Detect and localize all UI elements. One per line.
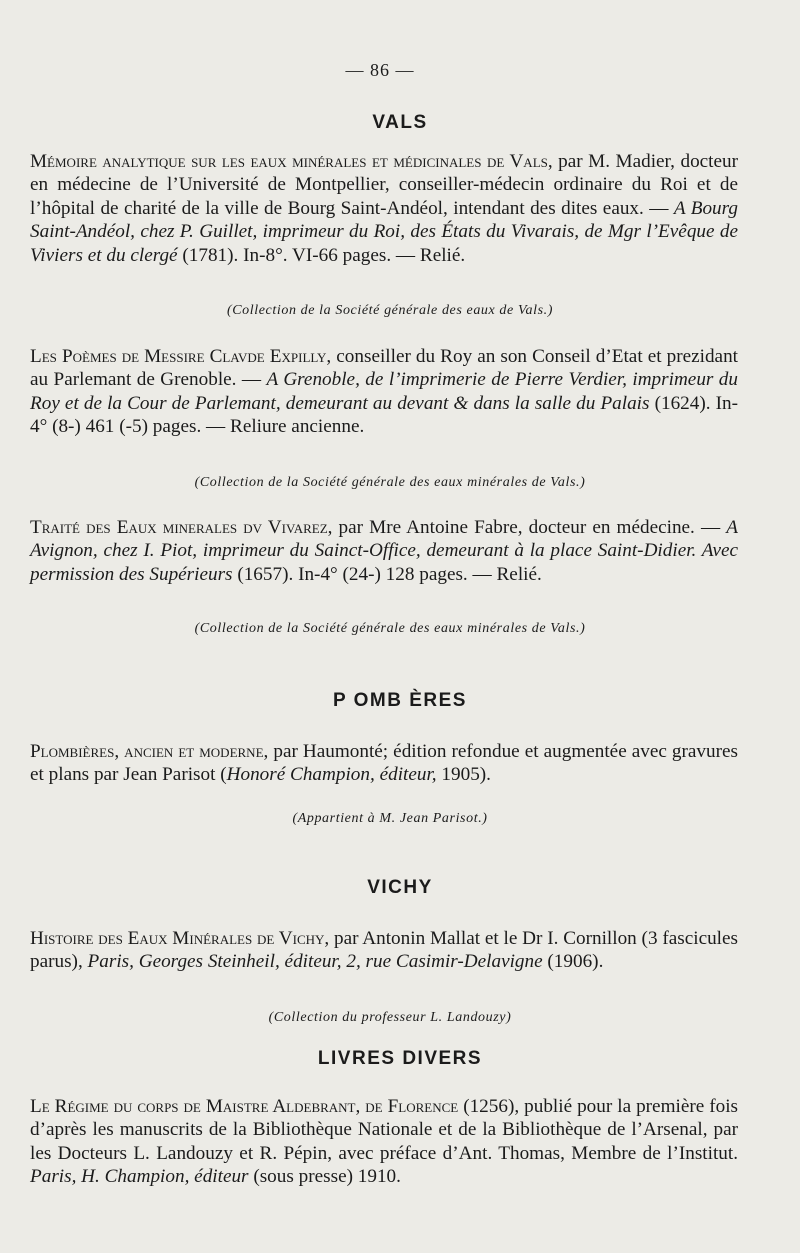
collection-note: (Collection de la Société générale des eaux minérales de Vals.) bbox=[194, 621, 586, 636]
collection-note: (Collection du professeur L. Landouzy) bbox=[268, 1010, 512, 1025]
entry-title: Histoire des Eaux Minérales de Vichy, bbox=[30, 928, 330, 949]
entry-imprint: A Grenoble, de l’imprimerie de Pierre Verdier, imprimeur du Roy et de la Cour de Parlemant, demeurant au devant & dans la salle du Palais bbox=[30, 369, 738, 414]
entry-title: Mémoire analytique sur les eaux minérales et médicinales de Vals, bbox=[30, 151, 553, 172]
entry-details: 1905). bbox=[436, 764, 491, 786]
entry-title: Plombières, ancien et moderne, bbox=[30, 741, 269, 762]
entry-imprint: Paris, Georges Steinheil, éditeur, 2, rue Casimir-Delavigne bbox=[87, 951, 543, 973]
entry-text: (1256), publié pour la première fois d’après les manuscrits de la Bibliothèque Nationale et de la Bibliothèque de l’Arsenal, par les Docteurs L. Landouzy et R. Pépin, avec préface d’Ant. Thomas, Membre de l’Institut. bbox=[30, 1096, 739, 1164]
entry-details: (1624). In-4° (8-) 461 (-5) pages. — Reliure ancienne. bbox=[30, 392, 739, 438]
entry-details: (1781). In-8°. VI-66 pages. — Relié. bbox=[177, 244, 466, 266]
entry-text: par Antonin Mallat et le Dr I. Cornillon (3 fascicules parus), bbox=[30, 928, 738, 973]
entry-title: Le Régime du corps de Maistre Aldebrant, de Florence bbox=[30, 1096, 459, 1117]
page-number: — 86 — bbox=[345, 60, 415, 80]
section-heading-livres-divers: LIVRES DIVERS bbox=[317, 1048, 483, 1069]
entry-details: (sous presse) 1910. bbox=[248, 1166, 401, 1188]
collection-note: (Collection de la Société générale des eaux de Vals.) bbox=[226, 303, 554, 318]
entry-text: par M. Madier, docteur en médecine de l’Université de Montpellier, conseiller-médecin ordinaire du Roi et de l’hôpital de charité de la ville de Bourg Saint-Andéol, intendant des dites eaux. — bbox=[30, 151, 739, 219]
entry-text: par Haumonté; édition refondue et augmentée avec gravures et plans par Jean Parisot ( bbox=[30, 741, 738, 786]
bibliographic-entry bbox=[30, 150, 738, 267]
entry-details: (1657). In-4° (24-) 128 pages. — Relié. bbox=[232, 563, 542, 585]
section-heading-vals: VALS bbox=[372, 112, 428, 133]
bibliographic-entry bbox=[30, 740, 738, 787]
entry-title: Les Poèmes de Messire Clavde Expilly, bbox=[30, 346, 332, 367]
bibliographic-entry bbox=[30, 516, 738, 586]
collection-note: (Collection de la Société générale des eaux minérales de Vals.) bbox=[194, 475, 586, 490]
entry-text: par Mre Antoine Fabre, docteur en médecine. — bbox=[332, 517, 727, 538]
entry-details: (1906). bbox=[542, 951, 604, 973]
entry-imprint: Paris, H. Champion, éditeur bbox=[30, 1166, 249, 1188]
collection-note: (Appartient à M. Jean Parisot.) bbox=[292, 811, 488, 826]
section-heading-plombieres: P OMB ÈRES bbox=[333, 690, 467, 711]
entry-imprint: A Avignon, chez I. Piot, imprimeur du Sainct-Office, demeurant à la place Saint-Didier. Avec permission des Supérieurs bbox=[30, 517, 738, 585]
bibliographic-entry bbox=[30, 345, 738, 439]
entry-title: Traité des Eaux minerales dv Vivarez, bbox=[30, 517, 333, 538]
section-heading-vichy: VICHY bbox=[367, 877, 433, 898]
entry-imprint: A Bourg Saint-Andéol, chez P. Guillet, imprimeur du Roi, des États du Vivarais, de Mgr l’Evêque de Viviers et du clergé bbox=[30, 197, 738, 266]
entry-imprint: Honoré Champion, éditeur, bbox=[226, 764, 437, 786]
bibliographic-entry bbox=[30, 1095, 738, 1189]
entry-text: conseiller du Roy an son Conseil d’Etat et prezidant au Parlemant de Grenoble. — bbox=[30, 346, 738, 391]
bibliographic-entry bbox=[30, 927, 738, 974]
